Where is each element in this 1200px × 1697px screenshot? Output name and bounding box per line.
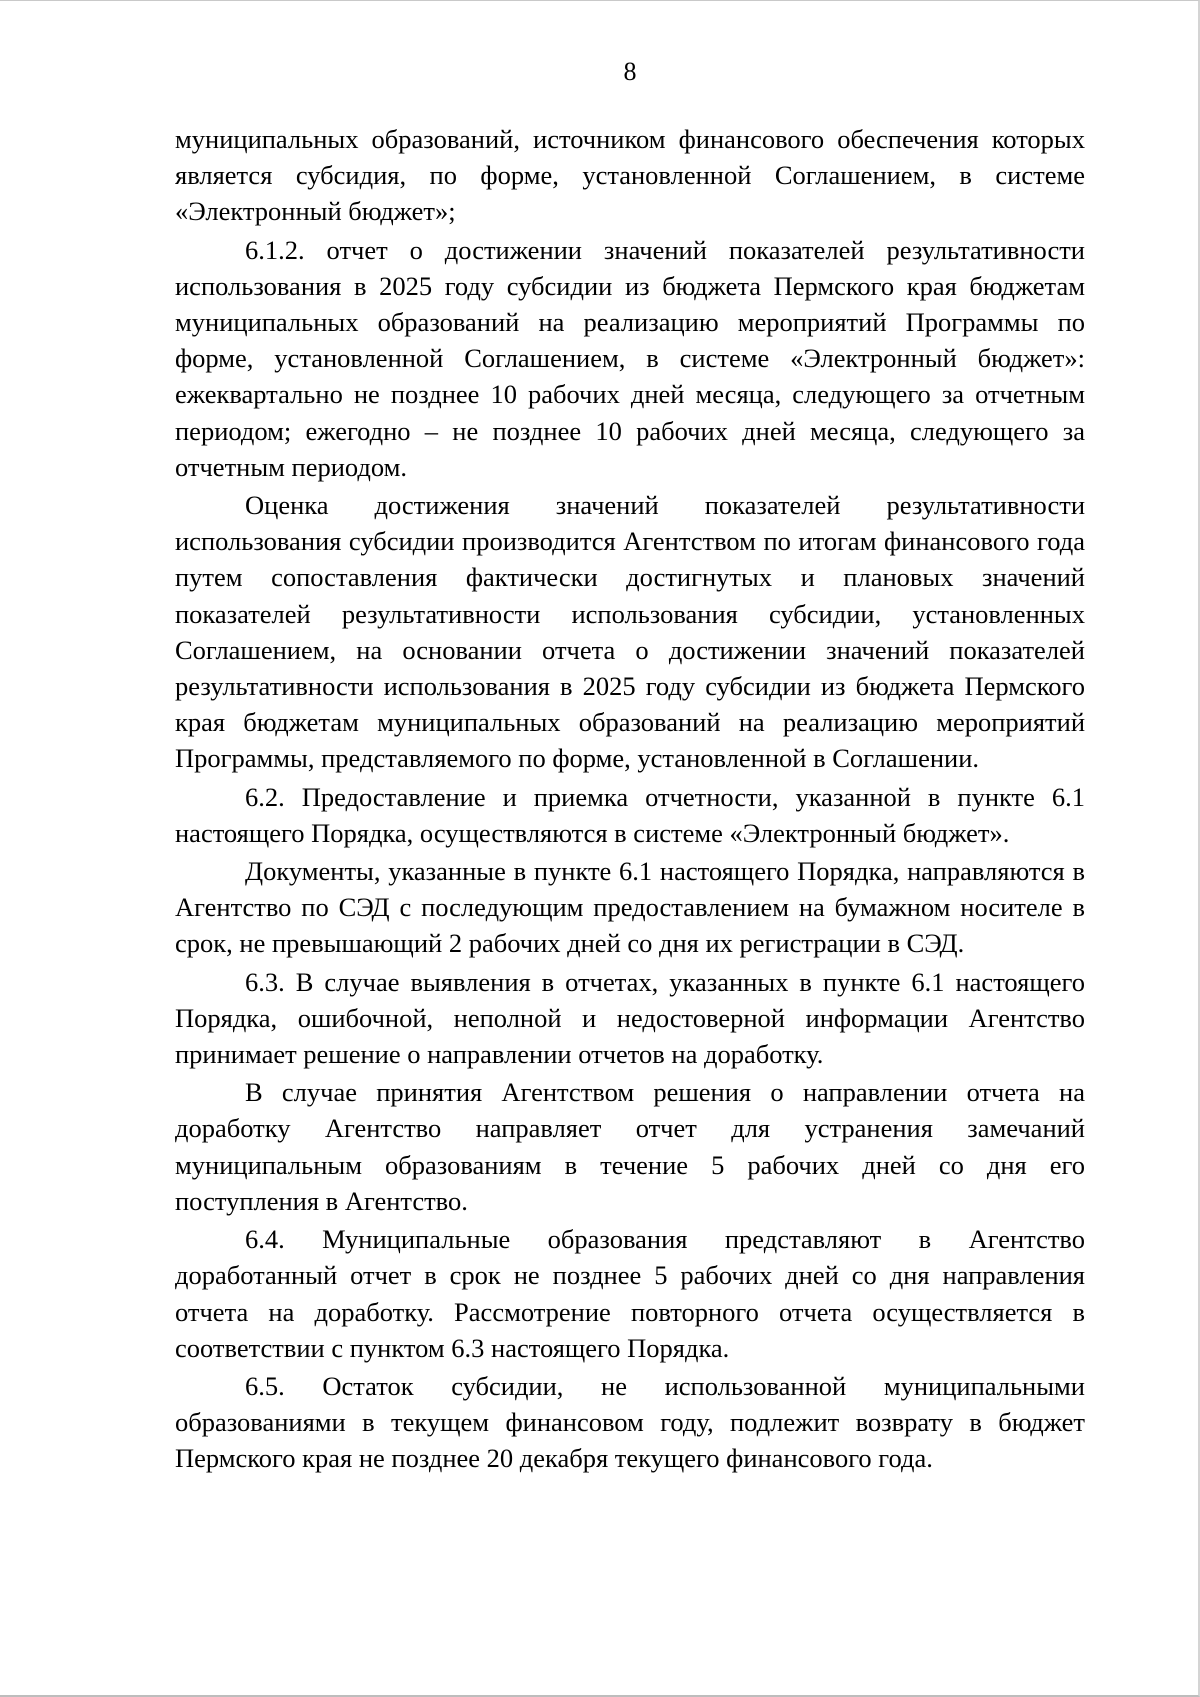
paragraph-documents: Документы, указанные в пункте 6.1 настоящего Порядка, направляются в Агентство по СЭД с последующим предоставлением на бумажном носителе в срок, не превышающий 2 рабочих дней со дня их регистрации в СЭД. (175, 856, 1085, 959)
paragraph-continuation: муниципальных образований, источником финансового обеспечения которых является субсидия, по форме, установленной Соглашением, в системе «Электронный бюджет»; (175, 124, 1085, 227)
paragraph-6-1-2: 6.1.2. отчет о достижении значений показателей результативности использования в 2025 году субсидии из бюджета Пермского края бюджетам муниципальных образований на реализацию мероприятий Программы по форме, установленной Соглашением, в системе «Электронный бюджет»: ежеквартально не позднее 10 рабочих дней месяца, следующего за отчетным периодом; ежегодно – не позднее 10 рабочих дней месяца, следующего за отчетным периодом. (175, 234, 1085, 482)
page-number: 8 (623, 57, 637, 86)
paragraph-6-2: 6.2. Предоставление и приемка отчетности, указанной в пункте 6.1 настоящего Порядка, осуществляются в системе «Электронный бюджет». (175, 781, 1085, 848)
paragraph-revision: В случае принятия Агентством решения о направлении отчета на доработку Агентство направляет отчет для устранения замечаний муниципальным образованиям в течение 5 рабочих дней со дня его поступления в Агентство. (175, 1077, 1085, 1216)
paragraph-6-4: 6.4. Муниципальные образования представляют в Агентство доработанный отчет в срок не позднее 5 рабочих дней со дня направления отчета на доработку. Рассмотрение повторного отчета осуществляется в соответствии с пунктом 6.3 настоящего Порядка. (175, 1224, 1085, 1363)
paragraph-assessment: Оценка достижения значений показателей результативности использования субсидии производится Агентством по итогам финансового года путем сопоставления фактически достигнутых и плановых значений показателей результативности использования субсидии, установленных Соглашением, на основании отчета о достижении значений показателей результативности использования в 2025 году субсидии из бюджета Пермского края бюджетам муниципальных образований на реализацию мероприятий Программы, представляемого по форме, установленной в Соглашении. (175, 490, 1085, 774)
paragraph-6-3: 6.3. В случае выявления в отчетах, указанных в пункте 6.1 настоящего Порядка, ошибочной, неполной и недостоверной информации Агентство принимает решение о направлении отчетов на доработку. (175, 966, 1085, 1070)
paragraph-6-5: 6.5. Остаток субсидии, не использованной муниципальными образованиями в текущем финансовом году, подлежит возврату в бюджет Пермского края не позднее 20 декабря текущего финансового года. (175, 1370, 1085, 1474)
document-body (175, 121, 1085, 1479)
